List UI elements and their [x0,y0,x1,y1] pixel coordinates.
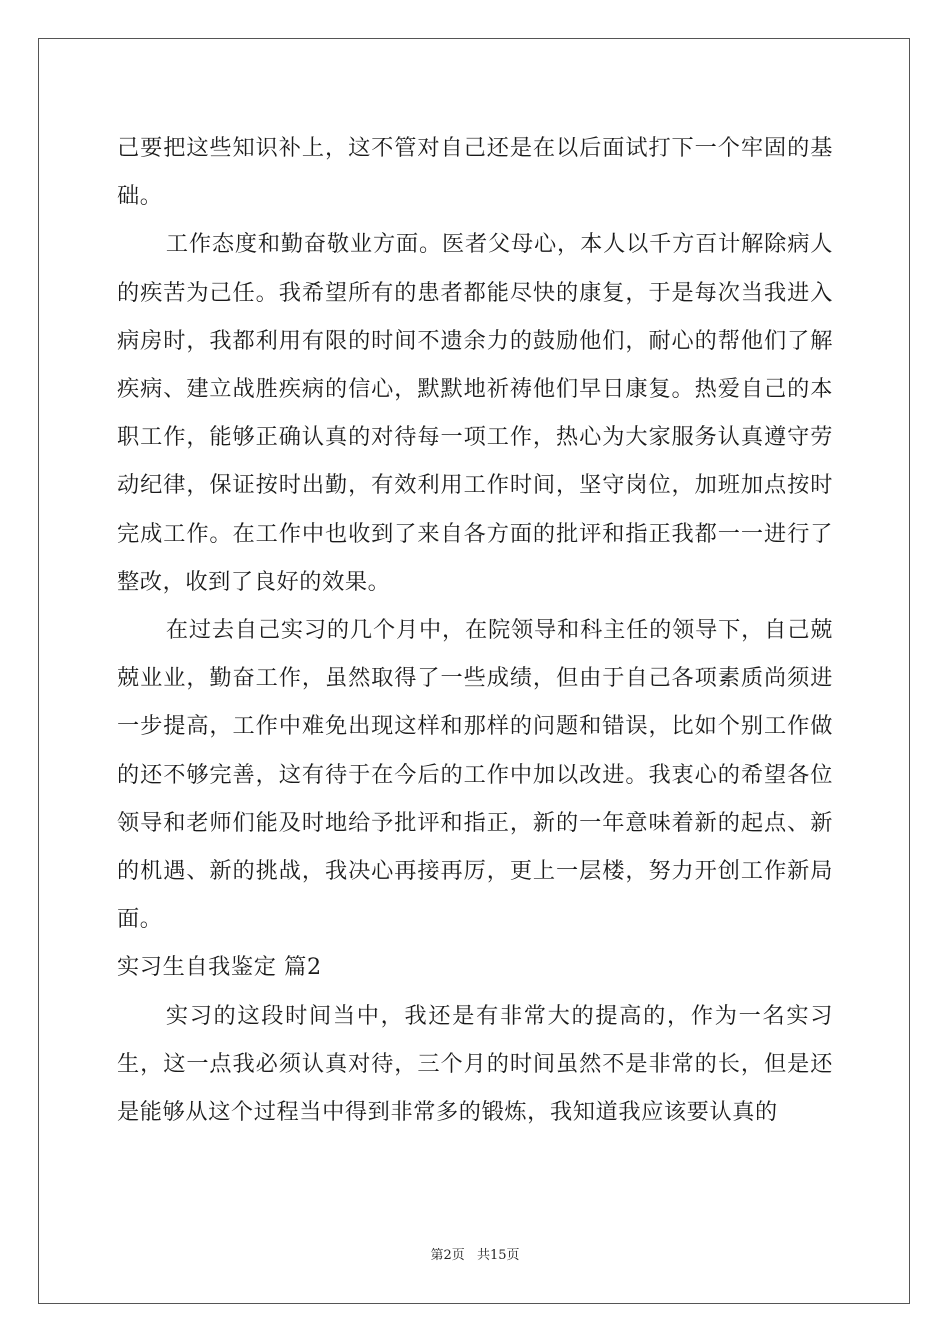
paragraph-1: 己要把这些知识补上，这不管对自己还是在以后面试打下一个牢固的基础。 [117,135,833,210]
paragraph-3: 在过去自己实习的几个月中，在院领导和科主任的领导下，自己兢兢业业，勤奋工作，虽然取得了一些成绩，但由于自己各项素质尚须进一步提高，工作中难免出现这样和那样的问题和错误，比如个别工作做的还不够完善，这有待于在今后的工作中加以改进。我衷心的希望各位领导和老师们能及时地给予批评和指正，新的一年意味着新的起点、新的机遇、新的挑战，我决心再接再厉，更上一层楼，努力开创工作新局面。 [117,617,833,933]
page-footer [0,1244,950,1263]
paragraph-4: 实习的这段时间当中，我还是有非常大的提高的，作为一名实习生，这一点我必须认真对待，三个月的时间虽然不是非常的长，但是还是能够从这个过程当中得到非常多的锻炼，我知道我应该要认真的 [117,1002,833,1126]
page-total: 共15页 [476,1248,520,1263]
page-number: 第2页 [430,1248,465,1263]
document-body [117,124,833,1136]
section-heading: 实习生自我鉴定 篇2 [117,954,322,981]
paragraph-2: 工作态度和勤奋敬业方面。医者父母心，本人以千方百计解除病人的疾苦为己任。我希望所有的患者都能尽快的康复，于是每次当我进入病房时，我都利用有限的时间不遗余力的鼓励他们，耐心的帮他们了解疾病、建立战胜疾病的信心，默默地祈祷他们早日康复。热爱自己的本职工作，能够正确认真的对待每一项工作，热心为大家服务认真遵守劳动纪律，保证按时出勤，有效利用工作时间，坚守岗位，加班加点按时完成工作。在工作中也收到了来自各方面的批评和指正我都一一进行了整改，收到了良好的效果。 [117,231,833,595]
